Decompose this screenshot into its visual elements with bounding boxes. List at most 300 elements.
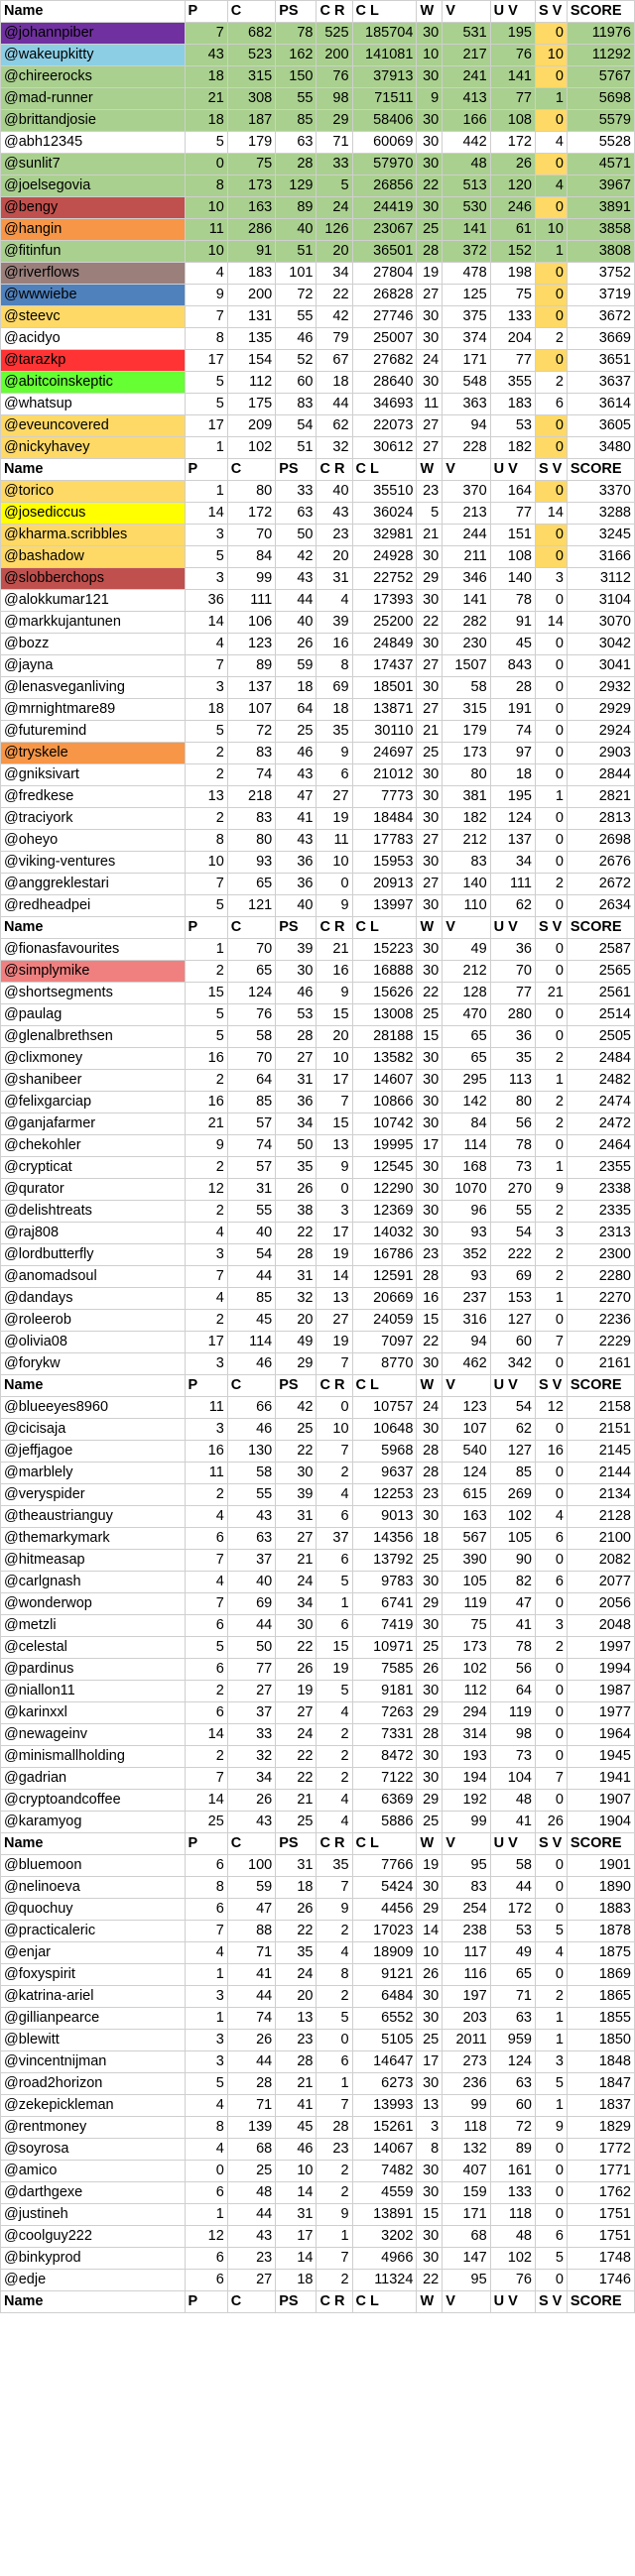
cell-cr: 2 xyxy=(317,2161,352,2182)
cell-score: 4571 xyxy=(567,154,634,176)
cell-c: 70 xyxy=(227,525,275,546)
cell-cl: 34693 xyxy=(352,394,417,415)
table-row xyxy=(1,655,635,677)
cell-cr: 33 xyxy=(317,154,352,176)
cell-v: 93 xyxy=(443,1223,490,1244)
cell-c: 70 xyxy=(227,939,275,961)
cell-name: @dandays xyxy=(1,1288,186,1310)
cell-sv: 0 xyxy=(535,677,567,699)
cell-ps: 40 xyxy=(276,219,317,241)
cell-v: 374 xyxy=(443,328,490,350)
cell-ps: 36 xyxy=(276,1092,317,1113)
cell-ps: 26 xyxy=(276,1179,317,1201)
cell-ps: 18 xyxy=(276,1877,317,1899)
table-row xyxy=(1,1026,635,1048)
cell-v: 124 xyxy=(443,1463,490,1484)
cell-uv: 127 xyxy=(490,1310,535,1332)
cell-uv: 44 xyxy=(490,1877,535,1899)
cell-score: 2932 xyxy=(567,677,634,699)
cell-cr: 19 xyxy=(317,1332,352,1353)
cell-uv: 56 xyxy=(490,1659,535,1681)
cell-p: 9 xyxy=(185,285,227,306)
cell-uv: 76 xyxy=(490,2270,535,2291)
table-row xyxy=(1,328,635,350)
cell-score: 2813 xyxy=(567,808,634,830)
cell-ps: 26 xyxy=(276,1899,317,1921)
cell-uv: 53 xyxy=(490,415,535,437)
cell-cl: 7419 xyxy=(352,1615,417,1637)
cell-ps: 40 xyxy=(276,895,317,917)
cell-name: @rentmoney xyxy=(1,2117,186,2139)
cell-uv: 97 xyxy=(490,743,535,764)
cell-ps: 30 xyxy=(276,1615,317,1637)
header-score: SCORE xyxy=(567,917,634,939)
cell-cl: 13792 xyxy=(352,1550,417,1572)
cell-v: 141 xyxy=(443,590,490,612)
cell-ps: 31 xyxy=(276,1855,317,1877)
cell-v: 96 xyxy=(443,1201,490,1223)
cell-ps: 45 xyxy=(276,2117,317,2139)
cell-w: 30 xyxy=(417,1201,443,1223)
cell-cl: 12290 xyxy=(352,1179,417,1201)
cell-cl: 7097 xyxy=(352,1332,417,1353)
cell-ps: 21 xyxy=(276,1790,317,1812)
cell-score: 2338 xyxy=(567,1179,634,1201)
cell-cl: 14356 xyxy=(352,1528,417,1550)
cell-p: 5 xyxy=(185,546,227,568)
table-row xyxy=(1,110,635,132)
cell-ps: 53 xyxy=(276,1004,317,1026)
header-p: P xyxy=(185,1833,227,1855)
cell-w: 30 xyxy=(417,2161,443,2182)
cell-score: 2676 xyxy=(567,852,634,874)
cell-c: 75 xyxy=(227,154,275,176)
cell-v: 295 xyxy=(443,1070,490,1092)
cell-name: @practicaleric xyxy=(1,1921,186,1942)
cell-name: @oheyo xyxy=(1,830,186,852)
cell-score: 2565 xyxy=(567,961,634,983)
cell-score: 2844 xyxy=(567,764,634,786)
table-row xyxy=(1,874,635,895)
cell-c: 57 xyxy=(227,1113,275,1135)
table-row xyxy=(1,1092,635,1113)
cell-ps: 31 xyxy=(276,1506,317,1528)
cell-name: @shanibeer xyxy=(1,1070,186,1092)
cell-w: 30 xyxy=(417,634,443,655)
table-row xyxy=(1,88,635,110)
cell-w: 26 xyxy=(417,1964,443,1986)
cell-name: @ganjafarmer xyxy=(1,1113,186,1135)
cell-cl: 4966 xyxy=(352,2248,417,2270)
cell-p: 8 xyxy=(185,1877,227,1899)
cell-w: 30 xyxy=(417,939,443,961)
cell-sv: 0 xyxy=(535,2139,567,2161)
header-w: W xyxy=(417,1833,443,1855)
cell-c: 77 xyxy=(227,1659,275,1681)
table-row xyxy=(1,1550,635,1572)
table-row xyxy=(1,2117,635,2139)
cell-cl: 10866 xyxy=(352,1092,417,1113)
cell-p: 8 xyxy=(185,328,227,350)
cell-ps: 36 xyxy=(276,874,317,895)
cell-sv: 0 xyxy=(535,2161,567,2182)
cell-cr: 39 xyxy=(317,612,352,634)
cell-ps: 39 xyxy=(276,1484,317,1506)
cell-cl: 20669 xyxy=(352,1288,417,1310)
cell-ps: 46 xyxy=(276,2139,317,2161)
cell-sv: 4 xyxy=(535,176,567,197)
cell-name: @lordbutterfly xyxy=(1,1244,186,1266)
cell-v: 142 xyxy=(443,1092,490,1113)
cell-p: 6 xyxy=(185,1659,227,1681)
cell-name: @jeffjagoe xyxy=(1,1441,186,1463)
cell-score: 1772 xyxy=(567,2139,634,2161)
cell-cl: 8770 xyxy=(352,1353,417,1375)
cell-name: @steevc xyxy=(1,306,186,328)
cell-w: 29 xyxy=(417,568,443,590)
cell-name: @forykw xyxy=(1,1353,186,1375)
cell-c: 32 xyxy=(227,1746,275,1768)
cell-p: 4 xyxy=(185,2095,227,2117)
cell-score: 1751 xyxy=(567,2204,634,2226)
cell-sv: 0 xyxy=(535,415,567,437)
cell-w: 30 xyxy=(417,1572,443,1593)
cell-cr: 9 xyxy=(317,1157,352,1179)
cell-c: 124 xyxy=(227,983,275,1004)
cell-sv: 0 xyxy=(535,1790,567,1812)
header-ps: PS xyxy=(276,1,317,23)
cell-score: 1941 xyxy=(567,1768,634,1790)
cell-uv: 41 xyxy=(490,1615,535,1637)
cell-v: 413 xyxy=(443,88,490,110)
cell-score: 2929 xyxy=(567,699,634,721)
cell-uv: 73 xyxy=(490,1746,535,1768)
cell-v: 1070 xyxy=(443,1179,490,1201)
cell-cl: 141081 xyxy=(352,45,417,66)
cell-v: 112 xyxy=(443,1681,490,1702)
cell-ps: 35 xyxy=(276,1157,317,1179)
cell-w: 30 xyxy=(417,2226,443,2248)
leaderboard-body xyxy=(1,1,635,2313)
cell-cl: 7773 xyxy=(352,786,417,808)
cell-w: 22 xyxy=(417,176,443,197)
cell-cr: 2 xyxy=(317,1921,352,1942)
cell-score: 2145 xyxy=(567,1441,634,1463)
cell-p: 15 xyxy=(185,983,227,1004)
cell-w: 28 xyxy=(417,1724,443,1746)
cell-v: 171 xyxy=(443,350,490,372)
cell-p: 1 xyxy=(185,437,227,459)
cell-p: 10 xyxy=(185,852,227,874)
cell-uv: 183 xyxy=(490,394,535,415)
cell-p: 5 xyxy=(185,132,227,154)
cell-cl: 12253 xyxy=(352,1484,417,1506)
cell-name: @johannpiber xyxy=(1,23,186,45)
cell-uv: 843 xyxy=(490,655,535,677)
cell-c: 68 xyxy=(227,2139,275,2161)
cell-uv: 119 xyxy=(490,1702,535,1724)
cell-cl: 5886 xyxy=(352,1812,417,1833)
cell-w: 9 xyxy=(417,88,443,110)
cell-cl: 6273 xyxy=(352,2073,417,2095)
cell-sv: 0 xyxy=(535,634,567,655)
header-name: Name xyxy=(1,1375,186,1397)
table-row xyxy=(1,939,635,961)
cell-score: 1748 xyxy=(567,2248,634,2270)
cell-cr: 79 xyxy=(317,328,352,350)
cell-name: @glenalbrethsen xyxy=(1,1026,186,1048)
cell-score: 1850 xyxy=(567,2030,634,2051)
header-uv: U V xyxy=(490,2291,535,2313)
cell-uv: 75 xyxy=(490,285,535,306)
cell-p: 11 xyxy=(185,219,227,241)
cell-score: 11976 xyxy=(567,23,634,45)
cell-cl: 18501 xyxy=(352,677,417,699)
cell-uv: 77 xyxy=(490,88,535,110)
cell-cl: 13008 xyxy=(352,1004,417,1026)
cell-p: 43 xyxy=(185,45,227,66)
cell-name: @simplymike xyxy=(1,961,186,983)
cell-cr: 0 xyxy=(317,2030,352,2051)
cell-v: 513 xyxy=(443,176,490,197)
cell-w: 30 xyxy=(417,1092,443,1113)
cell-name: @newageinv xyxy=(1,1724,186,1746)
cell-score: 1762 xyxy=(567,2182,634,2204)
cell-cl: 15626 xyxy=(352,983,417,1004)
header-score: SCORE xyxy=(567,1375,634,1397)
table-row xyxy=(1,2182,635,2204)
cell-sv: 1 xyxy=(535,241,567,263)
header-ps: PS xyxy=(276,917,317,939)
header-cr: C R xyxy=(317,2291,352,2313)
cell-w: 30 xyxy=(417,197,443,219)
cell-cl: 26828 xyxy=(352,285,417,306)
cell-v: 470 xyxy=(443,1004,490,1026)
cell-c: 83 xyxy=(227,808,275,830)
cell-uv: 70 xyxy=(490,961,535,983)
cell-ps: 22 xyxy=(276,1746,317,1768)
cell-cl: 28188 xyxy=(352,1026,417,1048)
cell-sv: 0 xyxy=(535,1702,567,1724)
cell-ps: 13 xyxy=(276,2008,317,2030)
cell-score: 2335 xyxy=(567,1201,634,1223)
cell-v: 315 xyxy=(443,699,490,721)
table-row xyxy=(1,132,635,154)
header-w: W xyxy=(417,2291,443,2313)
cell-cr: 4 xyxy=(317,1702,352,1724)
cell-sv: 5 xyxy=(535,2248,567,2270)
cell-score: 1907 xyxy=(567,1790,634,1812)
cell-w: 25 xyxy=(417,1550,443,1572)
cell-score: 3605 xyxy=(567,415,634,437)
cell-c: 71 xyxy=(227,1942,275,1964)
cell-score: 5528 xyxy=(567,132,634,154)
cell-sv: 0 xyxy=(535,1724,567,1746)
cell-w: 21 xyxy=(417,525,443,546)
header-sv: S V xyxy=(535,917,567,939)
cell-name: @coolguy222 xyxy=(1,2226,186,2248)
cell-score: 2144 xyxy=(567,1463,634,1484)
cell-p: 7 xyxy=(185,1921,227,1942)
cell-name: @fionasfavourites xyxy=(1,939,186,961)
cell-score: 1865 xyxy=(567,1986,634,2008)
cell-name: @abh12345 xyxy=(1,132,186,154)
cell-ps: 21 xyxy=(276,2073,317,2095)
table-row xyxy=(1,1179,635,1201)
cell-w: 30 xyxy=(417,1419,443,1441)
cell-ps: 10 xyxy=(276,2161,317,2182)
cell-cr: 35 xyxy=(317,1855,352,1877)
cell-w: 25 xyxy=(417,1637,443,1659)
table-row xyxy=(1,350,635,372)
cell-cl: 185704 xyxy=(352,23,417,45)
cell-v: 352 xyxy=(443,1244,490,1266)
cell-c: 137 xyxy=(227,677,275,699)
cell-cr: 5 xyxy=(317,176,352,197)
table-row xyxy=(1,1070,635,1092)
cell-w: 23 xyxy=(417,1244,443,1266)
cell-w: 30 xyxy=(417,1113,443,1135)
cell-c: 175 xyxy=(227,394,275,415)
cell-c: 85 xyxy=(227,1288,275,1310)
cell-w: 30 xyxy=(417,852,443,874)
cell-v: 531 xyxy=(443,23,490,45)
cell-c: 48 xyxy=(227,2182,275,2204)
cell-w: 21 xyxy=(417,721,443,743)
header-cr: C R xyxy=(317,1833,352,1855)
cell-v: 102 xyxy=(443,1659,490,1681)
cell-score: 3245 xyxy=(567,525,634,546)
cell-p: 5 xyxy=(185,372,227,394)
table-row xyxy=(1,2270,635,2291)
cell-cr: 15 xyxy=(317,1113,352,1135)
cell-sv: 3 xyxy=(535,1223,567,1244)
cell-sv: 9 xyxy=(535,2117,567,2139)
cell-c: 34 xyxy=(227,1768,275,1790)
cell-v: 192 xyxy=(443,1790,490,1812)
header-cr: C R xyxy=(317,1375,352,1397)
table-row xyxy=(1,612,635,634)
cell-w: 27 xyxy=(417,655,443,677)
cell-c: 58 xyxy=(227,1463,275,1484)
table-row xyxy=(1,1397,635,1419)
cell-uv: 108 xyxy=(490,546,535,568)
cell-sv: 0 xyxy=(535,197,567,219)
cell-w: 30 xyxy=(417,590,443,612)
cell-ps: 41 xyxy=(276,2095,317,2117)
cell-c: 65 xyxy=(227,874,275,895)
cell-w: 24 xyxy=(417,1397,443,1419)
cell-cl: 3202 xyxy=(352,2226,417,2248)
cell-score: 3104 xyxy=(567,590,634,612)
cell-p: 2 xyxy=(185,1157,227,1179)
cell-v: 141 xyxy=(443,219,490,241)
header-row xyxy=(1,917,635,939)
cell-w: 30 xyxy=(417,1746,443,1768)
cell-uv: 222 xyxy=(490,1244,535,1266)
cell-v: 370 xyxy=(443,481,490,503)
header-cl: C L xyxy=(352,2291,417,2313)
cell-cl: 13997 xyxy=(352,895,417,917)
cell-sv: 0 xyxy=(535,743,567,764)
table-row xyxy=(1,2204,635,2226)
cell-w: 16 xyxy=(417,1288,443,1310)
cell-cl: 36501 xyxy=(352,241,417,263)
cell-w: 30 xyxy=(417,154,443,176)
cell-sv: 0 xyxy=(535,154,567,176)
cell-w: 19 xyxy=(417,1855,443,1877)
cell-name: @slobberchops xyxy=(1,568,186,590)
cell-c: 27 xyxy=(227,1681,275,1702)
header-uv: U V xyxy=(490,1833,535,1855)
cell-uv: 60 xyxy=(490,1332,535,1353)
cell-cr: 126 xyxy=(317,219,352,241)
table-row xyxy=(1,743,635,764)
cell-v: 316 xyxy=(443,1310,490,1332)
cell-p: 3 xyxy=(185,2030,227,2051)
cell-p: 8 xyxy=(185,2117,227,2139)
cell-uv: 36 xyxy=(490,939,535,961)
cell-name: @roleerob xyxy=(1,1310,186,1332)
cell-cl: 13582 xyxy=(352,1048,417,1070)
cell-p: 3 xyxy=(185,1986,227,2008)
cell-sv: 5 xyxy=(535,1921,567,1942)
cell-cr: 4 xyxy=(317,1484,352,1506)
cell-v: 236 xyxy=(443,2073,490,2095)
cell-v: 390 xyxy=(443,1550,490,1572)
cell-w: 30 xyxy=(417,1353,443,1375)
cell-v: 94 xyxy=(443,415,490,437)
cell-name: @qurator xyxy=(1,1179,186,1201)
cell-uv: 80 xyxy=(490,1092,535,1113)
cell-score: 1746 xyxy=(567,2270,634,2291)
cell-name: @redheadpei xyxy=(1,895,186,917)
cell-ps: 35 xyxy=(276,1942,317,1964)
cell-name: @alokkumar121 xyxy=(1,590,186,612)
cell-w: 17 xyxy=(417,2051,443,2073)
header-w: W xyxy=(417,1375,443,1397)
cell-sv: 1 xyxy=(535,2008,567,2030)
cell-ps: 24 xyxy=(276,1572,317,1593)
cell-p: 6 xyxy=(185,2182,227,2204)
cell-score: 2151 xyxy=(567,1419,634,1441)
cell-score: 1945 xyxy=(567,1746,634,1768)
cell-w: 27 xyxy=(417,874,443,895)
cell-uv: 34 xyxy=(490,852,535,874)
cell-v: 462 xyxy=(443,1353,490,1375)
cell-p: 3 xyxy=(185,1419,227,1441)
table-row xyxy=(1,1332,635,1353)
cell-cr: 1 xyxy=(317,1593,352,1615)
cell-ps: 64 xyxy=(276,699,317,721)
cell-uv: 124 xyxy=(490,808,535,830)
cell-score: 1904 xyxy=(567,1812,634,1833)
header-p: P xyxy=(185,1375,227,1397)
cell-name: @tryskele xyxy=(1,743,186,764)
header-c: C xyxy=(227,459,275,481)
cell-cr: 20 xyxy=(317,1026,352,1048)
cell-cr: 24 xyxy=(317,197,352,219)
cell-cl: 8472 xyxy=(352,1746,417,1768)
table-row xyxy=(1,176,635,197)
cell-p: 3 xyxy=(185,1244,227,1266)
cell-name: @crypticat xyxy=(1,1157,186,1179)
cell-score: 3614 xyxy=(567,394,634,415)
table-row xyxy=(1,1113,635,1135)
table-row xyxy=(1,1964,635,1986)
cell-cl: 14032 xyxy=(352,1223,417,1244)
table-row xyxy=(1,1201,635,1223)
